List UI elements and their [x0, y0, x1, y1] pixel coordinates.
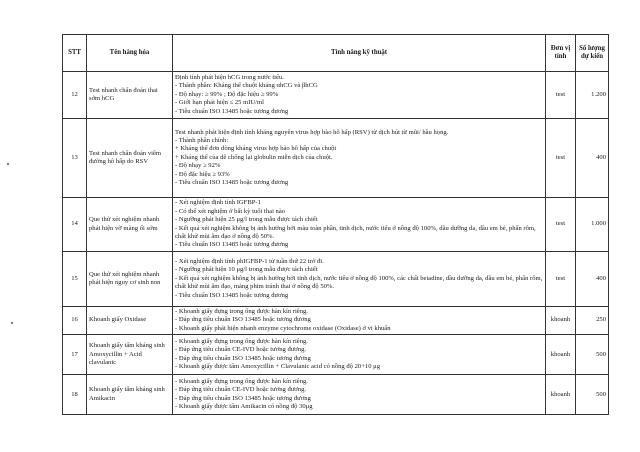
- table-row: [63, 335, 609, 375]
- table-header-row: [63, 35, 609, 72]
- table-row: [63, 252, 609, 307]
- row-stt: 12: [63, 72, 87, 119]
- spec-line: - Tiêu chuẩn ISO 13485 hoặc tương đương: [175, 179, 289, 187]
- row-quantity: 500: [576, 335, 609, 375]
- header-spec: Tính năng kỹ thuật: [173, 35, 546, 72]
- spec-line: - Tiêu chuẩn ISO 13485 hoặc tương đương: [175, 241, 289, 249]
- spec-line: + Kháng thể đơn dòng kháng virus hợp bào hô hấp của chuột: [175, 145, 337, 153]
- table-row: [63, 307, 609, 335]
- header-unit: Đơn vị tính: [546, 35, 576, 72]
- spec-line: - Đáp ứng tiêu chuẩn ISO 13485 hoặc tương đương: [175, 354, 311, 362]
- row-item-name: Que thử xét nghiệm nhanh phát hiện nguy cơ sinh non: [87, 252, 173, 307]
- row-specification: [173, 307, 546, 335]
- row-item-name: Khoanh giấy tẩm kháng sinh Amoxycillin + Acid clavulanic: [87, 335, 173, 375]
- row-item-name: Test nhanh chẩn đoán viêm đường hô hấp do RSV: [87, 119, 173, 198]
- scan-speck: [11, 322, 13, 324]
- header-name: Tên hàng hóa: [87, 35, 173, 72]
- spec-line: - Đáp ứng tiêu chuẩn ISO 13485 hoặc tương đương: [175, 316, 311, 324]
- spec-line: - Khoanh giấy đựng trong ống được hàn kín riêng.: [175, 308, 308, 315]
- row-unit: test: [546, 198, 576, 252]
- row-stt: 17: [63, 335, 87, 375]
- spec-line: - Khoanh giấy đựng trong ống được hàn kín riêng.: [175, 377, 308, 385]
- row-quantity: 500: [576, 375, 609, 415]
- row-stt: 14: [63, 198, 87, 252]
- row-item-name: Que thử xét nghiệm nhanh phát hiện vỡ màng ối sớm: [87, 198, 173, 252]
- row-specification: [173, 119, 546, 198]
- row-specification: [173, 198, 546, 252]
- row-quantity: 250: [576, 307, 609, 335]
- spec-line: - Đáp ứng tiêu chuẩn ISO 13485 hoặc tương đương: [175, 394, 311, 402]
- row-quantity: 1.200: [576, 72, 609, 119]
- spec-line: - Khoanh giấy được tẩm Amikacin có nồng độ 30μg: [175, 403, 313, 411]
- row-stt: 16: [63, 307, 87, 335]
- spec-line: - Xét nghiệm định tính phIGFBP-1 từ tuần thứ 22 trở đi.: [175, 257, 324, 265]
- spec-line: - Khoanh giấy đựng trong ống được hàn kín riêng.: [175, 337, 308, 345]
- spec-line: - Có thể xét nghiệm ở bất kỳ tuổi thai nào: [175, 207, 286, 215]
- table-row: [63, 72, 609, 119]
- row-specification: [173, 335, 546, 375]
- row-unit: test: [546, 252, 576, 307]
- spec-line: - Kết quả xét nghiệm không bị ảnh hưởng bởi tinh dịch, nước tiểu ở nồng độ 100%, các chất betadine, dầu dưỡng da, dầu em bé, phấn rôm, chất khử mùi âm đạo, màng phim tránh thai ở nồng độ 50%.: [175, 274, 543, 291]
- row-quantity: 400: [576, 119, 609, 198]
- row-quantity: 1.000: [576, 198, 609, 252]
- spec-line: - Thành phần chính:: [175, 136, 229, 144]
- row-stt: 18: [63, 375, 87, 415]
- row-stt: 15: [63, 252, 87, 307]
- table-row: [63, 198, 609, 252]
- row-stt: 13: [63, 119, 87, 198]
- spec-line: - Giới hạn phát hiện ≤ 25 mIU/ml: [175, 99, 264, 107]
- row-specification: [173, 375, 546, 415]
- spec-line: + Kháng thể của dê chống lại globulin miễn dịch của chuột.: [175, 153, 333, 161]
- spec-line: - Kết quả xét nghiệm không bị ảnh hưởng bởi màu toàn phần, tinh dịch, nước tiểu ở nồng độ 100%, dầu dưỡng da, dầu em bé, phấn rôm, chất khử mùi âm đạo ở nồng độ 50%.: [175, 224, 536, 240]
- spec-line: - Khoanh giấy phát hiện nhanh enzyme cytochrome oxidase (Oxidase) ở vi khuẩn: [175, 324, 391, 332]
- row-specification: [173, 252, 546, 307]
- spec-line: - Khoanh giấy được tẩm Amoxycillin + Clavulanic acid có nồng độ 20+10 μg: [175, 363, 381, 371]
- spec-line: - Độ nhạy ≥ 92%: [175, 162, 221, 170]
- spec-line: - Ngưỡng phát hiện 10 μg/l trong mẫu được tách chiết: [175, 266, 318, 274]
- row-unit: khoanh: [546, 307, 576, 335]
- spec-line: - Đáp ứng tiêu chuẩn CE-IVD hoặc tương đương.: [175, 386, 307, 394]
- row-item-name: Khoanh giấy Oxidase: [87, 307, 173, 335]
- scan-speck: [7, 163, 9, 165]
- table-row: [63, 375, 609, 415]
- header-stt: STT: [63, 35, 87, 72]
- spec-line: - Tiêu chuẩn ISO 13485 hoặc tương đương: [175, 107, 289, 115]
- spec-line: - Độ nhạy: ≥ 99% ; Độ đặc hiệu ≥ 99%: [175, 90, 279, 98]
- header-qty: Số lượng dự kiến: [576, 35, 609, 72]
- table-row: [63, 119, 609, 198]
- row-specification: [173, 72, 546, 119]
- row-item-name: Test nhanh chẩn đoán thai sớm hCG: [87, 72, 173, 119]
- spec-line: Định tính phát hiện hCG trong nước tiểu.: [175, 73, 284, 81]
- row-item-name: Khoanh giấy tẩm kháng sinh Amikacin: [87, 375, 173, 415]
- spec-line: - Ngưỡng phát hiện 25 μg/l trong mẫu được tách chiết: [175, 216, 318, 224]
- spec-line: Test nhanh phát hiện định tính kháng nguyên virus hợp bào hô hấp (RSV) từ dịch hút từ mũi/ hầu họng.: [175, 128, 449, 136]
- row-quantity: 400: [576, 252, 609, 307]
- row-unit: test: [546, 72, 576, 119]
- spec-line: - Đáp ứng tiêu chuẩn CE-IVD hoặc tương đương.: [175, 346, 307, 354]
- spec-line: - Độ đặc hiệu ≥ 93%: [175, 170, 230, 178]
- row-unit: khoanh: [546, 375, 576, 415]
- specification-table: [62, 34, 609, 415]
- spec-line: - Xét nghiệm định tính IGFBP-1: [175, 199, 261, 207]
- spec-line: - Thành phần: Kháng thể chuột kháng αhCG và βhCG: [175, 82, 318, 90]
- row-unit: test: [546, 119, 576, 198]
- spec-line: - Tiêu chuẩn ISO 13485 hoặc tương đương: [175, 291, 289, 299]
- row-unit: khoanh: [546, 335, 576, 375]
